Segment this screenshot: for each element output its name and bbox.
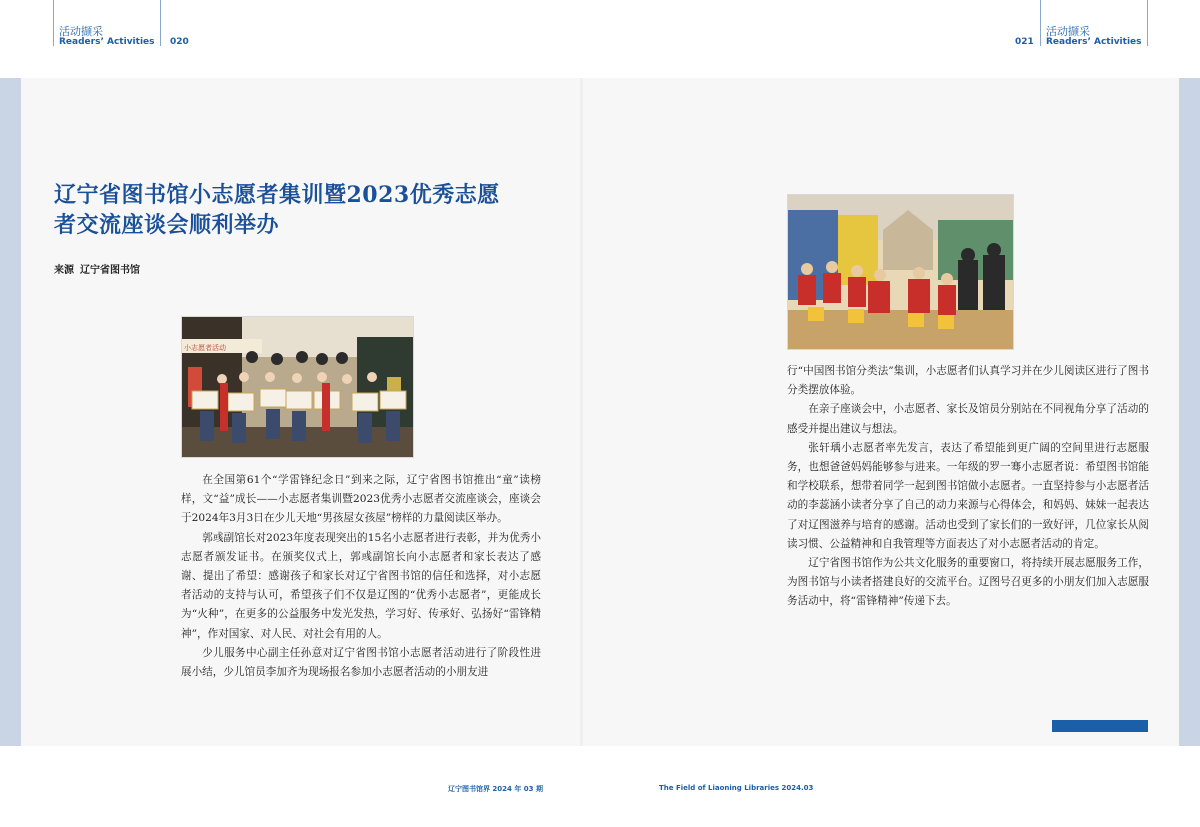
header-left-section-cn: 活动撷采 (59, 25, 103, 38)
header-right-section-en: Readers’ Activities (1046, 37, 1142, 47)
footer-left-issue: 辽宁图书馆界 2024 年 03 期 (448, 785, 543, 793)
photo-certificate-ceremony (181, 316, 414, 458)
header-right-section-cn: 活动撷采 (1046, 25, 1090, 38)
photo-discussion-session-image (788, 195, 1013, 349)
header-right-page-number: 021 (1015, 37, 1034, 47)
article-source (54, 261, 146, 276)
article-title-line-1: 辽宁省图书馆小志愿者集训暨2023优秀志愿 (54, 182, 500, 208)
paragraph-6: 张轩瑀小志愿者率先发言，表达了希望能到更广阔的空间里进行志愿服务，也想爸爸妈妈能够参与进来。一年级的罗一骞小志愿者说：希望图书馆能和学校联系，想带着同学一起到图书馆做小志愿者。一直坚持参与小志愿者活动的李蕊涵小读者分享了自己的动力来源与心得体会，和妈妈、妹妹一起表达了对辽图滋养与培育的感谢。活动也受到了家长们的一致好评，几位家长从阅读习惯、公益精神和自我管理等方面表达了对小志愿者活动的肯定。 (787, 441, 1149, 550)
source-value: 辽宁省图书馆 (80, 265, 140, 276)
paragraph-4: 行“中国图书馆分类法”集训，小志愿者们认真学习并在少儿阅读区进行了图书分类摆放体验。 (787, 365, 1149, 397)
source-label: 来源 (54, 265, 74, 276)
photo-discussion-session (787, 194, 1014, 350)
left-edge-bar (0, 78, 21, 746)
photo-banner-text: 小志愿者活动 (184, 344, 226, 352)
header-left-page-number: 020 (170, 37, 189, 47)
header-right-edge-divider (1147, 0, 1148, 46)
article-title-line-2: 者交流座谈会顺利举办 (54, 212, 280, 238)
left-column-text (181, 471, 541, 682)
paragraph-2: 郭彧副馆长对2023年度表现突出的15名小志愿者进行表彰，并为优秀小志愿者颁发证书。在颁奖仪式上，郭彧副馆长向小志愿者和家长表达了感谢、提出了希望：感谢孩子和家长对辽宁省图书馆的信任和选择，对小志愿者活动的支持与认可，希望孩子们不仅是辽图的“优秀小志愿者”，更能成长为“火种”，在更多的公益服务中发光发热，学习好、传承好、弘扬好“雷锋精神”，作对国家、对人民、对社会有用的人。 (181, 531, 541, 640)
paragraph-7: 辽宁省图书馆作为公共文化服务的重要窗口，将持续开展志愿服务工作，为图书馆与小读者搭建良好的交流平台。辽图号召更多的小朋友们加入志愿服务活动中，将“雷锋精神”传递下去。 (787, 557, 1149, 608)
article-end-accent-bar (1052, 720, 1148, 732)
header-left-page-divider (160, 0, 161, 46)
paragraph-3: 少儿服务中心副主任孙意对辽宁省图书馆小志愿者活动进行了阶段性进展小结，少儿馆员李加齐为现场报名参加小志愿者活动的小朋友进 (181, 646, 541, 679)
header-left-section-en: Readers’ Activities (59, 37, 155, 47)
right-edge-bar (1179, 78, 1200, 746)
paragraph-5: 在亲子座谈会中，小志愿者、家长及馆员分别站在不同视角分享了活动的感受并提出建议与想法。 (787, 403, 1149, 435)
paragraph-1: 在全国第61个“学雷锋纪念日”到来之际，辽宁省图书馆推出“童”读榜样，文“益”成长——小志愿者集训暨2023优秀小志愿者交流座谈会，座谈会于2024年3月3日在少儿天地“男孩屋女孩屋”榜样的力量阅读区举办。 (181, 474, 541, 525)
header-left-divider (53, 0, 54, 46)
footer-right-issue: The Field of Liaoning Libraries 2024.03 (659, 784, 814, 792)
photo-certificate-ceremony-image (182, 317, 413, 457)
right-column-text (787, 362, 1149, 612)
article-title (54, 180, 574, 240)
page-gutter (580, 78, 583, 746)
header-right-page-divider (1040, 0, 1041, 46)
